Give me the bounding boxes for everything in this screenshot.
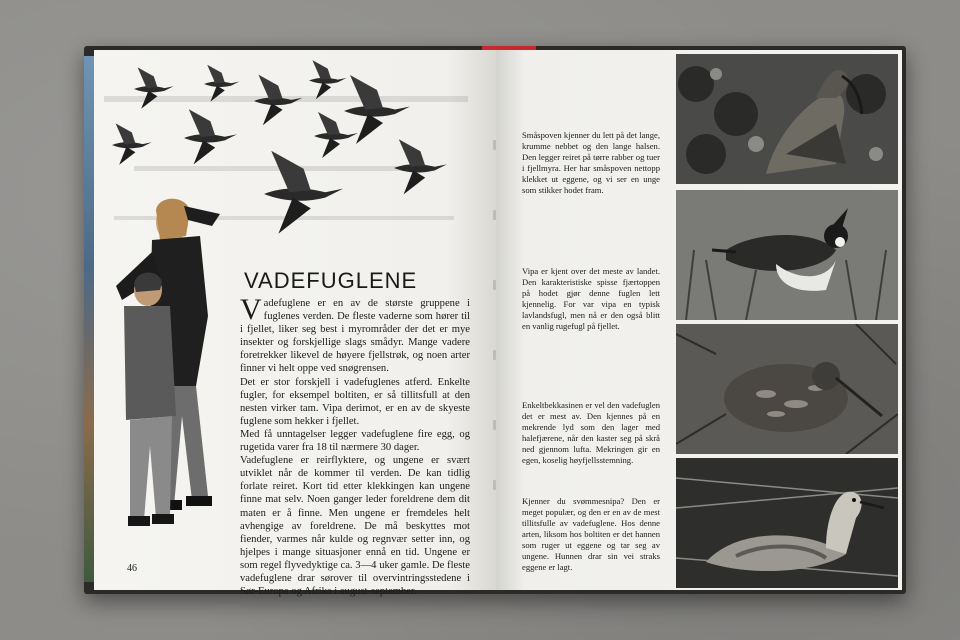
paragraph: Vadefuglene er en av de største gruppene i fuglenes verden. De fleste vaderne som hører til i fjellet, liker seg best i myrområder der det er mye insekter og forskjellige slags smådyr. Mange vadere foretrekker likevel de høyere fjellstrøk, og noen arter finner vi helt oppe ved snøgrensen. (240, 293, 470, 375)
caption-phalarope: Kjenner du svømmesnipa? Den er meget populær, og den er en av de mest tillitsfulle av vadefuglene. Hos denne arten, liksom hos boltiten er det hannen som ruger ut eggene og tar seg av ungene. Hunnen drar sin vei straks eggene er lagt. (522, 496, 660, 572)
caption-lapwing: Vipa er kjent over det meste av landet. Den karakteristiske spisse fjærtoppen på hodet gjør denne fuglen lett kjennelig. For var vipa en typisk lavlandsfugl, men nå er den også blitt en vanlig rugefugl på fjellet. (522, 266, 660, 331)
snipe-photo (676, 324, 898, 454)
paragraph: Med få unntagelser legger vadefuglene fire egg, og rugetida varer fra 18 til nærmere 30 dager. (240, 428, 470, 454)
caption-curlew: Småspoven kjenner du lett på det lange, krumme nebbet og den lange halsen. Den legger reiret på tørre rabber og tuer i fjellmyra. Her har småspoven nettopp klekket ut eggene, og vi ser en unge som stikker hodet fram. (522, 130, 660, 195)
article-body (240, 293, 470, 598)
page-number: 46 (127, 563, 137, 574)
curlew-photo (676, 54, 898, 184)
caption-snipe: Enkeltbekkasinen er vel den vadefuglen det er mest av. Den kjennes på en mekrende lyd som den lager med halefjærene, når den kaster seg på skrå ned gjennom lufta. Mekringen gir en egen, koselig høyfjellsstemning. (522, 400, 660, 465)
lapwing-photo (676, 190, 898, 320)
woman-and-boy-illustration (100, 196, 230, 556)
paragraph: Vadefuglene er reirflyktere, og ungene er svært utviklet når de kommer til verden. De kan tidlig forlate reiret. Kort tid etter klekkingen kan ungene finne mat selv. Noen ganger leder foreldrene dem dit maten er å finne. Men ungene er fremdeles helt avhengige av foreldrene. De må beskyttes mot fiender, varmes når kulde og regnvær setter inn, og hjelpes i mange situasjoner ennå en tid. Ungene er som regel flyvedyktige ca. 3—4 uker gamle. De fleste vadefuglene drar sørover til overvintringsstedene i Sør-Europa og Afrika i august-september. (240, 455, 470, 598)
drop-cap: V (240, 293, 262, 326)
binding-staples (493, 140, 497, 500)
article-heading: VADEFUGLENE (244, 268, 418, 293)
phalarope-photo (676, 458, 898, 588)
paragraph: Det er stor forskjell i vadefuglenes atferd. Enkelte fugler, for eksempel boltiten, er så tillitsfull at den nesten virker tam. Vipa derimot, er en av de skyeste fuglene som hekker i fjellet. (240, 376, 470, 427)
